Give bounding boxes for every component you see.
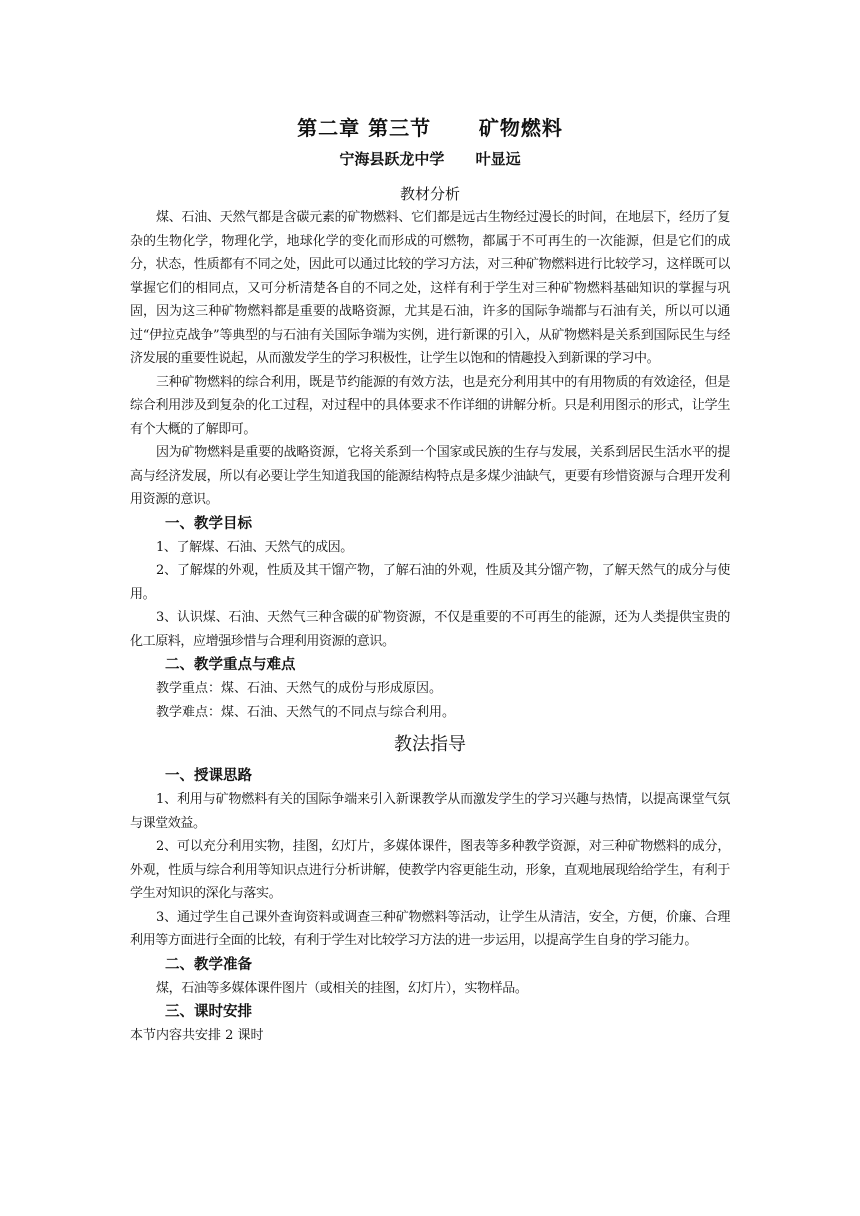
idea-item-1: 1、利用与矿物燃料有关的国际争端来引入新课教学从而激发学生的学习兴趣与热情，以提高课堂气氛与课堂效益。 [130,792,730,831]
keypoints-heading: 二、教学重点与难点 [165,657,296,673]
analysis-heading: 教材分析 [399,185,460,203]
goal-item-3: 3、认识煤、石油、天然气三种含碳的矿物资源，不仅是重要的不可再生的能源，还为人类提供宝贵的化工原料，应增强珍惜与合理利用资源的意识。 [130,610,730,649]
analysis-paragraph-2: 三种矿物燃料的综合利用，既是节约能源的有效方法，也是充分利用其中的有用物质的有效途径，但是综合利用涉及到复杂的化工过程，对过程中的具体要求不作详细的讲解分析。只是利用图示的形式，让学生有个大概的了解即可。 [130,374,730,437]
analysis-paragraph-3: 因为矿物燃料是重要的战略资源，它将关系到一个国家或民族的生存与发展，关系到居民生活水平的提高与经济发展，所以有必要让学生知道我国的能源结构特点是多煤少油缺气，更要有珍惜资源与合理开发利用资源的意识。 [130,445,730,507]
keypoint-difficulty: 教学难点：煤、石油、天然气的不同点与综合利用。 [156,704,456,720]
goal-item-1: 1、了解煤、石油、天然气的成因。 [156,539,353,555]
prep-text: 煤，石油等多媒体课件图片（或相关的挂图，幻灯片），实物样品。 [156,980,528,996]
prep-heading: 二、教学准备 [165,956,252,973]
goal-item-2: 2、了解煤的外观，性质及其干馏产物，了解石油的外观，性质及其分馏产物，了解天然气的成分与使用。 [130,563,730,602]
document-title: 第二章 第三节 矿物燃料 [297,116,563,140]
idea-item-3: 3、通过学生自己课外查询资料或调查三种矿物燃料等活动，让学生从清洁，安全，方便，价廉、合理利用等方面进行全面的比较，有利于学生对比较学习方法的进一步运用，以提高学生自身的学习能力。 [130,909,730,948]
keypoint-focus: 教学重点：煤、石油、天然气的成份与形成原因。 [156,681,443,696]
ideas-heading: 一、授课思路 [165,768,252,784]
schedule-text: 本节内容共安排 2 课时 [130,1028,264,1043]
goals-heading: 一、教学目标 [165,515,252,532]
method-heading: 教法指导 [394,734,466,755]
document-content [130,112,730,1048]
document-author: 宁海县跃龙中学 叶显远 [339,150,521,168]
schedule-heading: 三、课时安排 [165,1004,252,1020]
idea-item-2: 2、可以充分利用实物，挂图，幻灯片，多媒体课件，图表等多种教学资源，对三种矿物燃料的成分，外观，性质与综合利用等知识点进行分析讲解，使教学内容更能生动，形象，直观地展现给给学生，有利于学生对知识的深化与落实。 [130,839,730,901]
analysis-paragraph-1: 煤、石油、天然气都是含碳元素的矿物燃料、它们都是远古生物经过漫长的时间，在地层下，经历了复杂的生物化学，物理化学，地球化学的变化而形成的可燃物，都属于不可再生的一次能源，但是它们的成分，状态，性质都有不同之处，因此可以通过比较的学习方法，对三种矿物燃料进行比较学习，这样既可以掌握它们的相同点，又可分析清楚各自的不同之处，这样有利于学生对三种矿物燃料基础知识的掌握与巩固，因为这三种矿物燃料都是重要的战略资源，尤其是石油，许多的国际争端都与石油有关，所以可以通过“伊拉克战争”等典型的与石油有关国际争端为实例，进行新课的引入，从矿物燃料是关系到国际民生与经济发展的重要性说起，从而激发学生的学习积极性，让学生以饱和的情趣投入到新课的学习中。 [130,210,730,366]
